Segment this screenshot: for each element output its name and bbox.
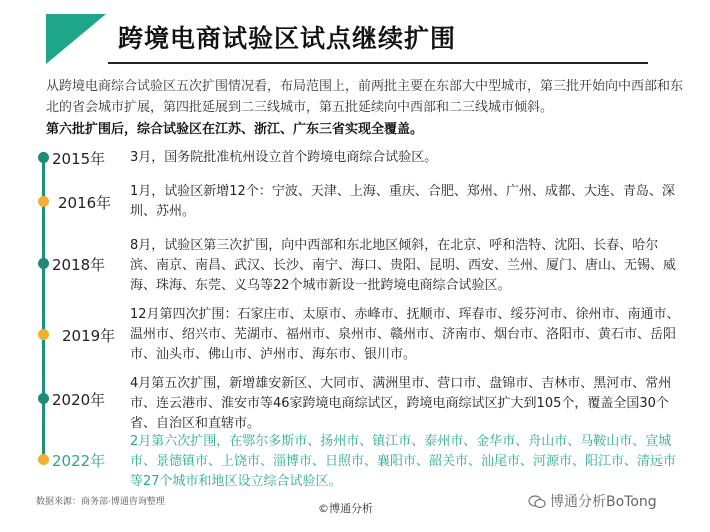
data-source-note: 数据来源：商务部·博通咨询整理: [36, 497, 165, 507]
timeline-entry: 2月第六次扩围，在鄂尔多斯市、扬州市、镇江市、泰州市、金华市、舟山市、马鞍山市、宣城市、景德镇市、上饶市、淄博市、日照市、襄阳市、韶关市、汕尾市、河源市、阳江市、清远市等27个城市和地区设立综合试验区。: [130, 434, 677, 489]
timeline-entry: 3月，国务院批准杭州设立首个跨境电商综合试验区。: [130, 150, 438, 165]
timeline-dot: [38, 152, 49, 163]
timeline-entry: 1月，试验区新增12个：宁波、天津、上海、重庆、合肥、郑州、广州、成都、大连、青岛、深圳、苏州。: [130, 184, 675, 219]
brand-name: 博通分析BoTong: [550, 494, 657, 510]
page-title: 跨境电商试验区试点继续扩围: [118, 24, 457, 53]
title-underline: [108, 62, 648, 64]
timeline-year: 2015年: [52, 150, 106, 168]
timeline-year: 2019年: [62, 327, 116, 345]
wechat-icon: [528, 495, 546, 509]
timeline-year: 2022年: [52, 452, 106, 470]
timeline-year: 2016年: [58, 194, 112, 212]
timeline-dot: [38, 258, 49, 269]
timeline-year: 2020年: [52, 391, 106, 409]
timeline-dot: [38, 393, 49, 404]
timeline-dot: [38, 454, 49, 465]
intro-highlight: 第六批扩围后，综合试验区在江苏、浙江、广东三省实现全覆盖。: [46, 122, 424, 137]
brand-logo: [528, 491, 657, 511]
timeline-year: 2018年: [52, 256, 106, 274]
timeline-dot: [38, 329, 49, 340]
copyright-text: ©博通分析: [318, 502, 373, 515]
title-accent-shape: [46, 14, 106, 64]
timeline-entry: 4月第五次扩围，新增雄安新区、大同市、满洲里市、营口市、盘锦市、吉林市、黑河市、常州市、连云港市、淮安市等46家跨境电商综试区，跨境电商综试区扩大到105个，覆盖全国30个省、自治区和直辖市。: [130, 376, 672, 431]
timeline-entry: 8月，试验区第三次扩围，向中西部和东北地区倾斜，在北京、呼和浩特、沈阳、长春、哈尔滨、南京、南昌、武汉、长沙、南宁、海口、贵阳、昆明、西安、兰州、厦门、唐山、无锡、威海、珠海、东莞、义乌等22个城市新设一批跨境电商综合试验区。: [130, 238, 677, 293]
title-bar: [0, 14, 710, 64]
intro-paragraph: 从跨境电商综合试验区五次扩围情况看，布局范围上，前两批主要在东部大中型城市，第三批开始向中西部和东北的省会城市扩展，第四批延展到二三线城市，第五批延续向中西部和二三线城市倾斜。: [46, 79, 684, 115]
timeline-entry: 12月第四次扩围：石家庄市、太原市、赤峰市、抚顺市、珲春市、绥芬河市、徐州市、南通市、温州市、绍兴市、芜湖市、福州市、泉州市、赣州市、济南市、烟台市、洛阳市、黄石市、岳阳市、汕头市、佛山市、泸州市、海东市、银川市。: [130, 307, 680, 362]
timeline-dot: [38, 196, 49, 207]
